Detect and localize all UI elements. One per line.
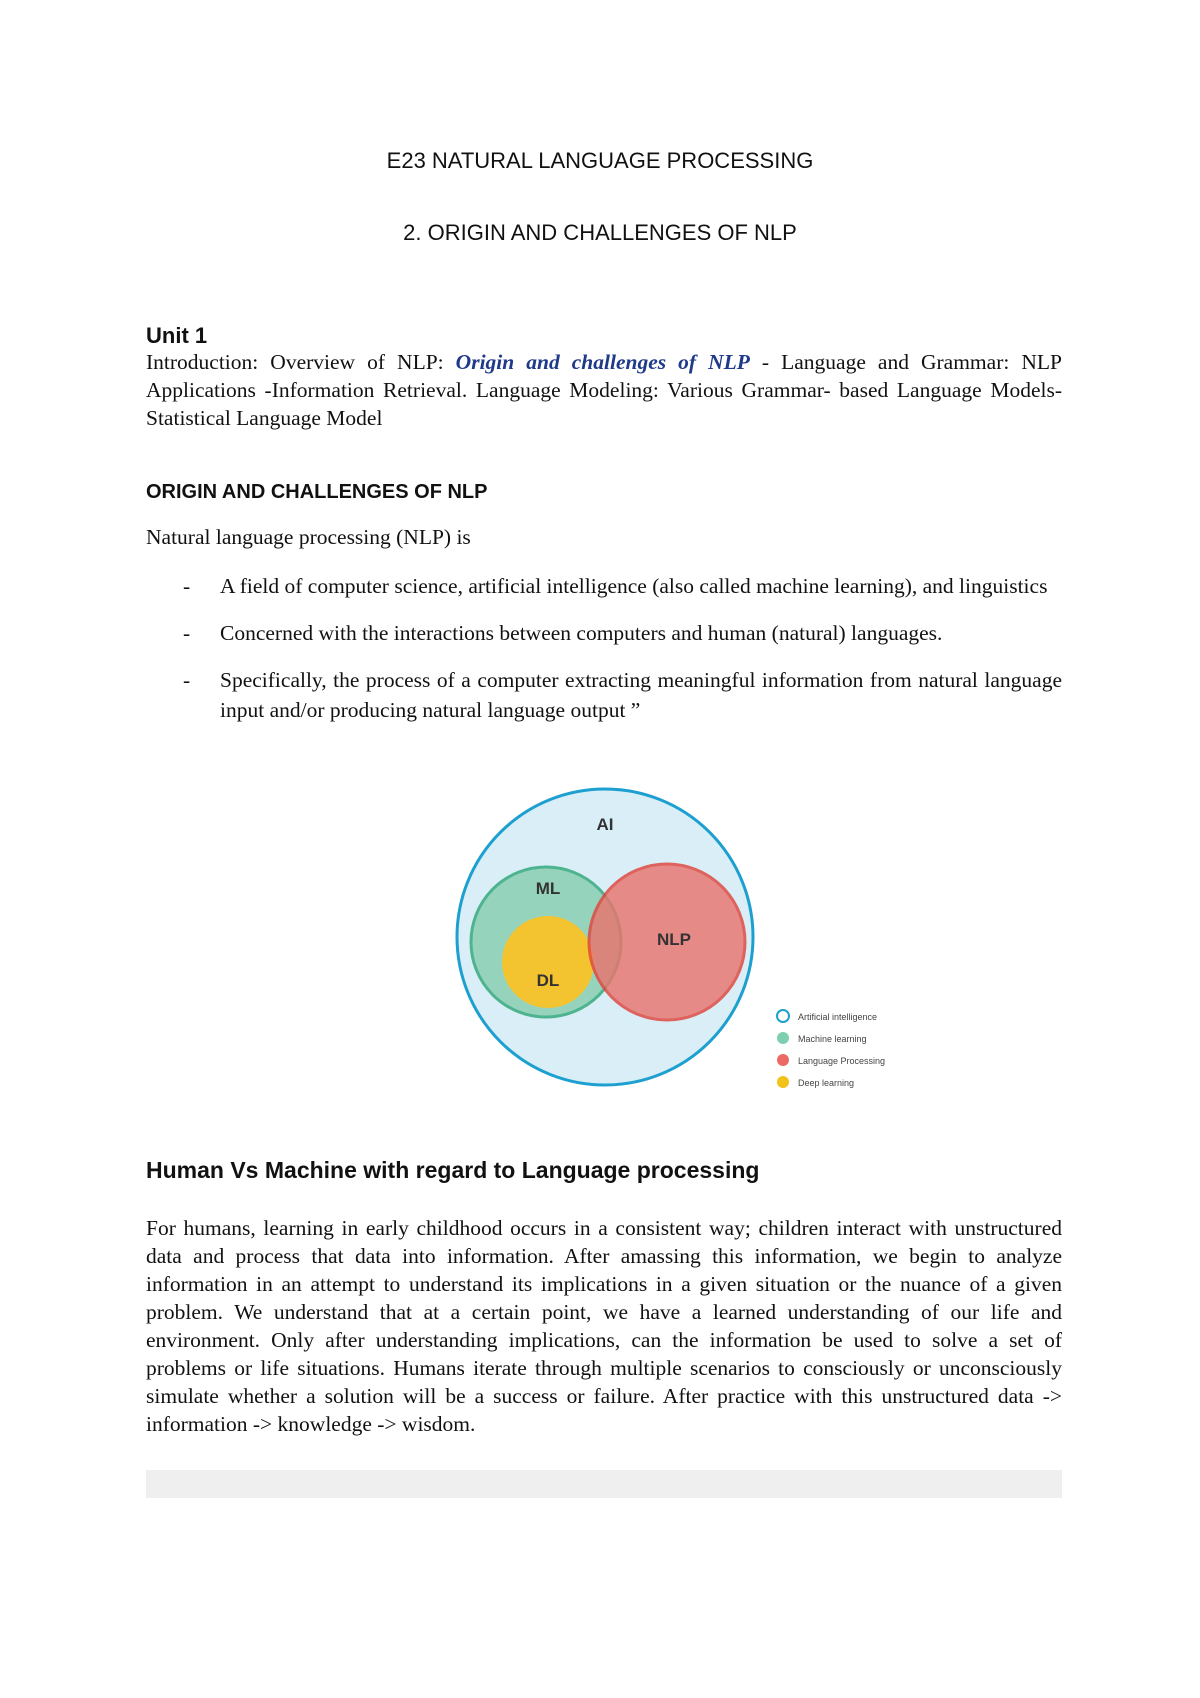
bullet-marker: - — [183, 668, 191, 692]
dl-circle — [502, 916, 594, 1008]
human-vs-machine-heading: Human Vs Machine with regard to Language processing — [146, 1157, 760, 1183]
legend-nlp-icon — [777, 1054, 789, 1066]
nlp-label: NLP — [657, 930, 691, 949]
bullet-marker: - — [183, 621, 191, 645]
dl-label: DL — [536, 971, 560, 990]
legend-nlp-label: Language Processing — [798, 1056, 886, 1066]
intro-prefix: Introduction: Overview of NLP: — [146, 350, 456, 374]
list-item — [146, 571, 1062, 601]
legend-dl-icon — [777, 1076, 789, 1088]
venn-legend — [777, 1010, 885, 1088]
bullet-text: Specifically, the process of a computer extracting meaningful information from natural language input and/or producing natural language output ” — [220, 668, 1062, 722]
ml-label: ML — [535, 879, 561, 898]
intro-suffix: - Language and Grammar: NLP Applications -Information Retrieval. Language Modeling: Various Grammar- based Language Models-Statistical Language Model — [146, 350, 1062, 430]
legend-ai-label: Artificial intelligence — [798, 1012, 878, 1022]
ai-ml-dl-nlp-venn-diagram — [290, 762, 920, 1102]
unit-intro-paragraph — [146, 348, 1062, 432]
intro-emphasis: Origin and challenges of NLP — [455, 350, 750, 374]
legend-ml-label: Machine learning — [798, 1034, 867, 1044]
origin-lead-text: Natural language processing (NLP) is — [146, 525, 471, 549]
course-title: E23 NATURAL LANGUAGE PROCESSING — [386, 148, 814, 173]
list-item — [146, 665, 1062, 725]
list-item — [146, 618, 1062, 648]
legend-dl-label: Deep learning — [798, 1078, 855, 1088]
human-vs-machine-paragraph: For humans, learning in early childhood occurs in a consistent way; children interact with unstructured data and process that data into information. After amassing this information, we begin to analyze information in an attempt to understand its implications in a given situation or the nuance of a given problem. We understand that at a certain point, we have a learned understanding of our life and environment. Only after understanding implications, can the information be used to solve a set of problems or life situations. Humans iterate through multiple scenarios to consciously or unconsciously simulate whether a solution will be a success or failure. After practice with this unstructured data -> information -> knowledge -> wisdom. — [146, 1216, 1062, 1436]
bullet-text: Concerned with the interactions between computers and human (natural) languages. — [220, 621, 943, 645]
legend-ml-icon — [777, 1032, 789, 1044]
unit-heading: Unit 1 — [146, 323, 208, 348]
ai-label: AI — [596, 815, 614, 834]
origin-section-heading: ORIGIN AND CHALLENGES OF NLP — [146, 481, 488, 503]
bullet-text: A field of computer science, artificial intelligence (also called machine learning), and linguistics — [220, 574, 1048, 598]
chapter-title: 2. ORIGIN AND CHALLENGES OF NLP — [403, 220, 797, 245]
legend-ai-icon — [777, 1010, 789, 1022]
bullet-marker: - — [183, 574, 191, 598]
definition-bullet-list — [146, 571, 1062, 742]
shaded-blank-line — [146, 1470, 1062, 1498]
